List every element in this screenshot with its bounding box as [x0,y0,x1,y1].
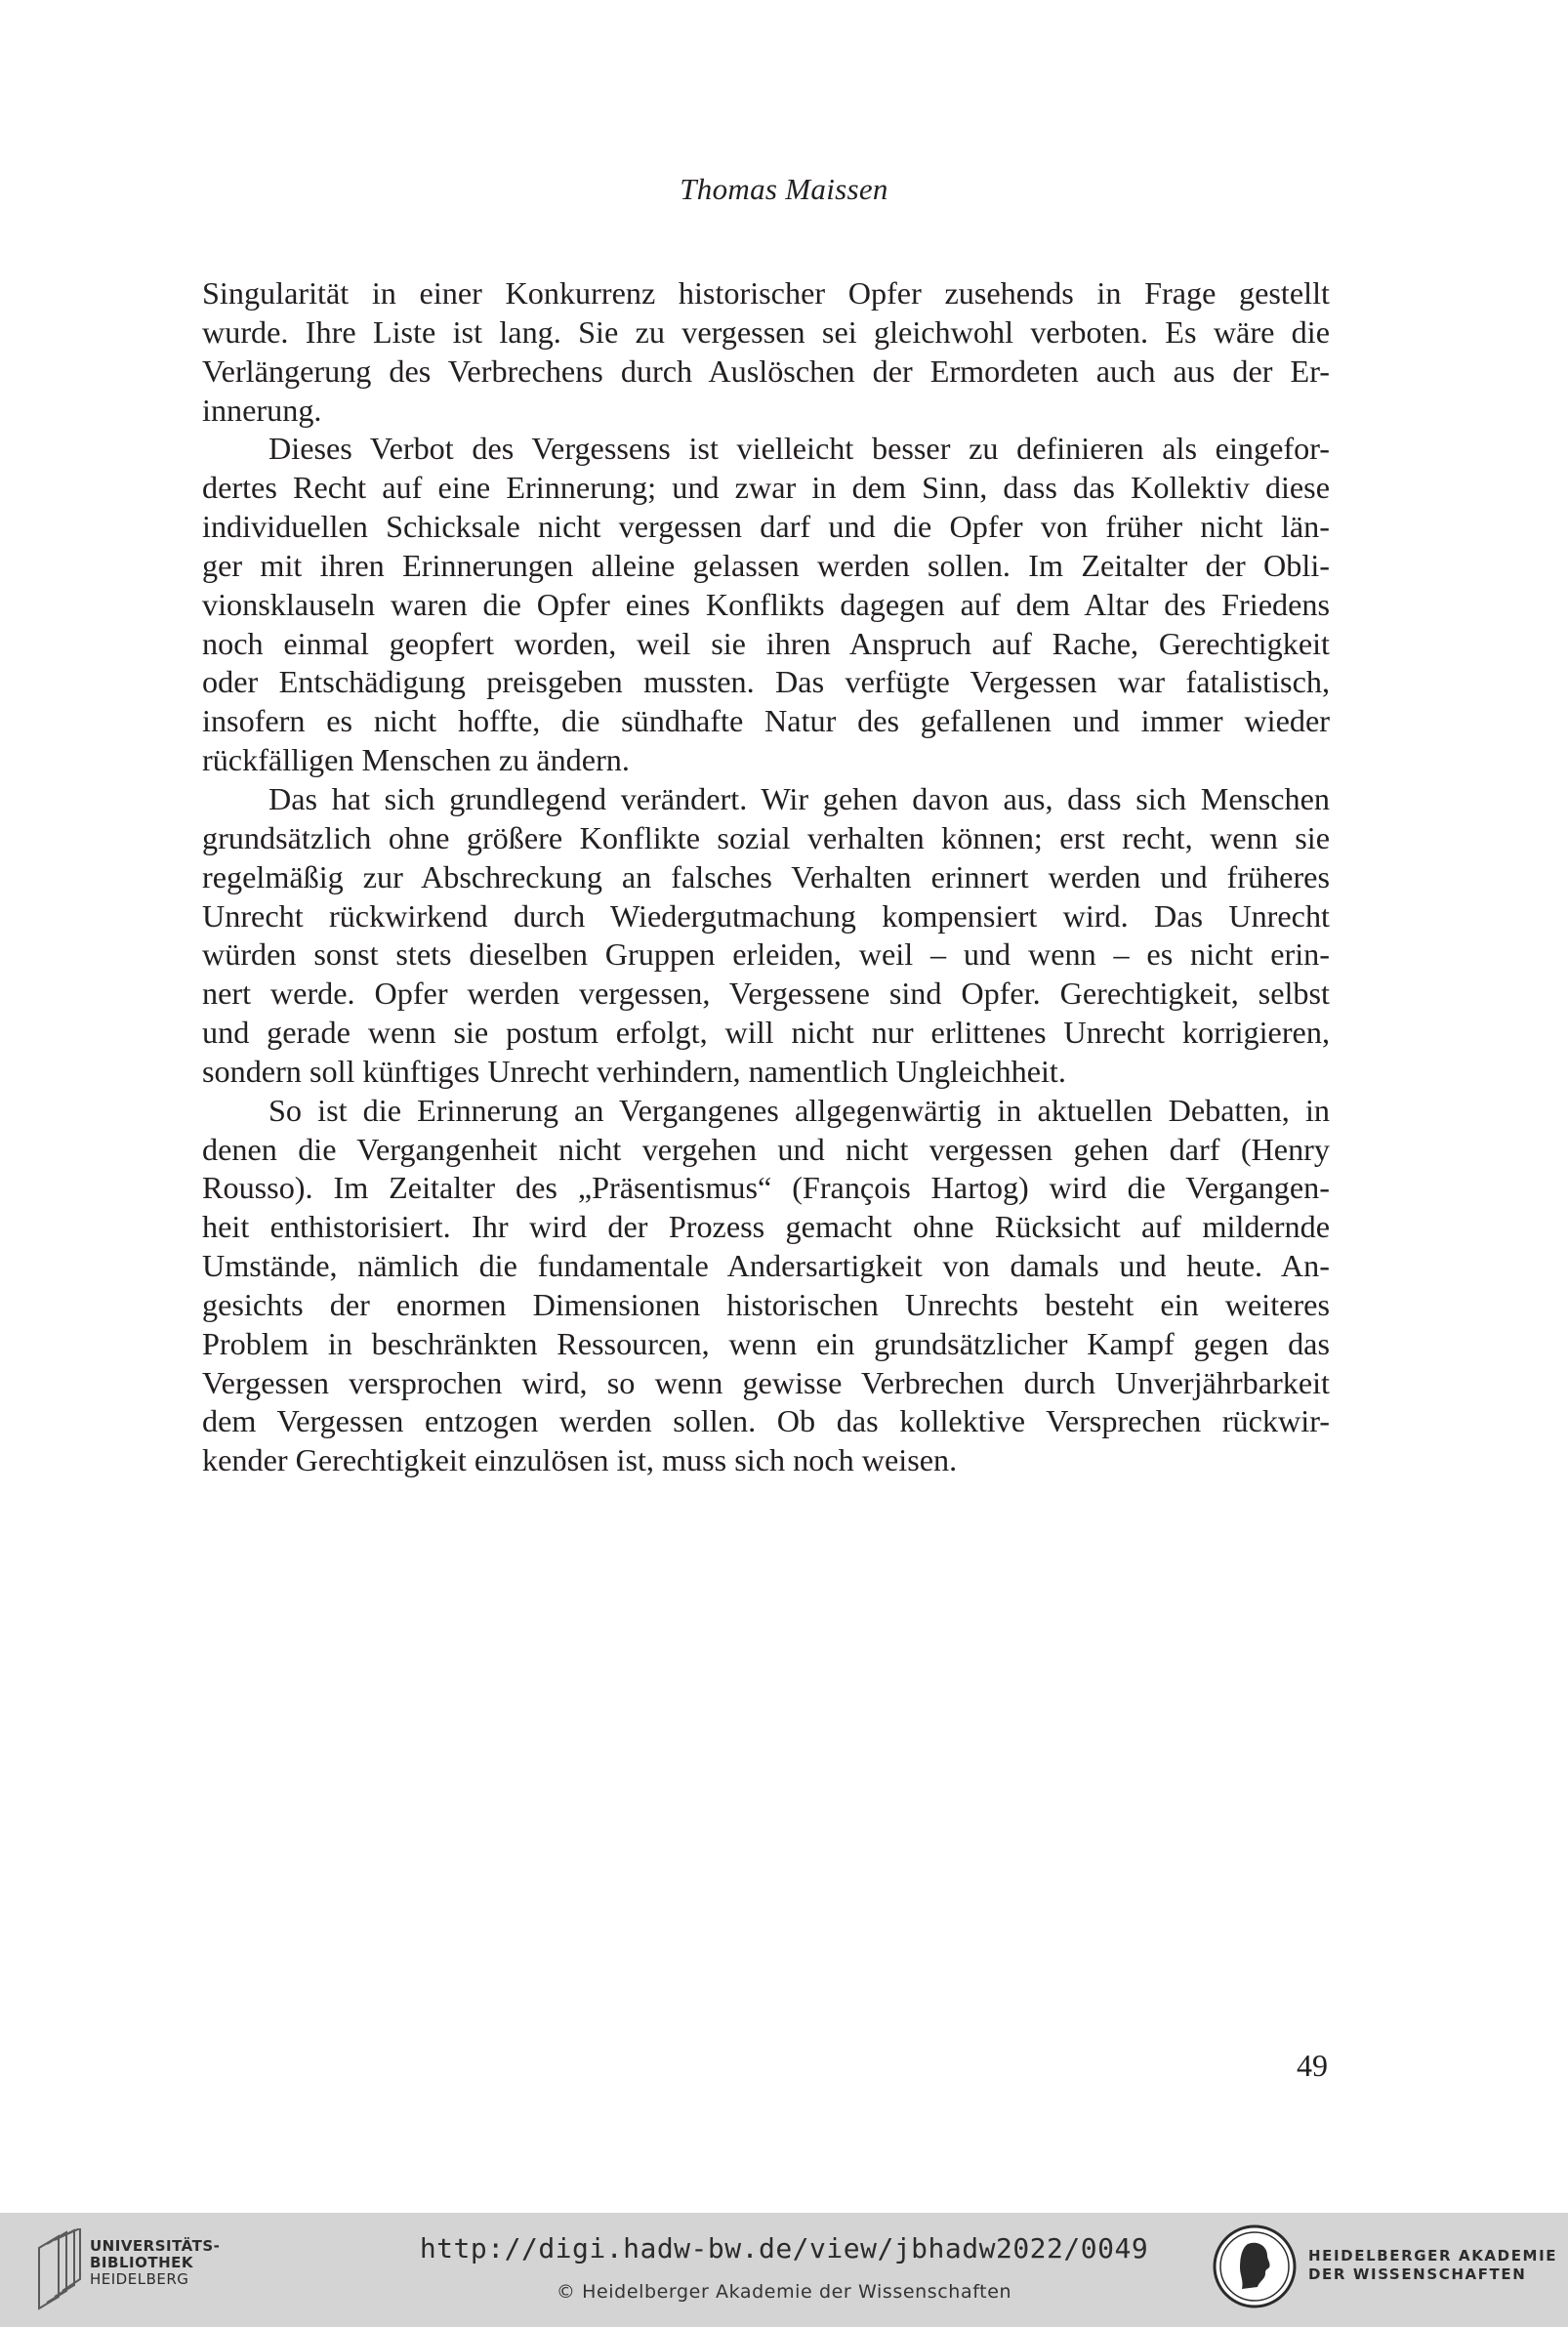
profile-seal-icon [1213,2224,1297,2308]
academy-name [1308,2247,1557,2284]
text-line: nert werde. Opfer werden vergessen, Vergessene sind Opfer. Gerechtigkeit, selbst [202,976,1330,1012]
text-line: gesichts der enormen Dimensionen historischen Unrechts besteht ein weiteres [202,1286,1330,1322]
text-line: grundsätzlich ohne größere Konflikte sozial verhalten können; erst recht, wenn sie [202,819,1330,855]
academy-name-line: HEIDELBERGER AKADEMIE [1308,2247,1558,2265]
text-line: Singularität in einer Konkurrenz historischer Opfer zusehends in Frage gestellt [202,275,1330,311]
text-line: vionsklauseln waren die Opfer eines Konflikts dagegen auf dem Altar des Friedens [202,586,1330,622]
academy-name-line: DER WISSENSCHAFTEN [1308,2265,1527,2283]
text-line: regelmäßig zur Abschreckung an falsches Verhalten erinnert werden und früheres [202,858,1330,894]
paragraph [202,430,1330,780]
text-line: würden sonst stets dieselben Gruppen erleiden, weil – und wenn – es nicht erin- [202,936,1330,973]
page-number: 49 [1297,2048,1328,2083]
text-line: Verlängerung des Verbrechens durch Auslöschen der Ermordeten auch aus der Er- [202,353,1330,389]
text-line: dertes Recht auf eine Erinnerung; und zwar in dem Sinn, dass das Kollektiv diese [202,470,1330,506]
text-line: insofern es nicht hoffte, die sündhafte Natur des gefallenen und immer wieder [202,703,1330,739]
text-line: Problem in beschränkten Ressourcen, wenn ein grundsätzlicher Kampf gegen das [202,1325,1330,1361]
text-line: kender Gerechtigkeit einzulösen ist, muss sich noch weisen. [202,1442,958,1478]
library-name-line: UNIVERSITÄTS- [90,2237,221,2255]
text-line: denen die Vergangenheit nicht vergehen und nicht vergessen gehen darf (Henry [202,1131,1330,1167]
text-line: und gerade wenn sie postum erfolgt, will nicht nur erlittenes Unrecht korrigieren, [202,1015,1330,1051]
text-line: oder Entschädigung preisgeben mussten. Das verfügte Vergessen war fatalistisch, [202,664,1330,700]
paragraph [202,1092,1330,1480]
body-text [202,274,1330,1480]
text-line: individuellen Schicksale nicht vergessen darf und die Opfer von früher nicht län- [202,509,1330,545]
text-line: Rousso). Im Zeitalter des „Präsentismus“ (François Hartog) wird die Vergangen- [202,1170,1330,1206]
text-line: rückfälligen Menschen zu ändern. [202,742,630,778]
text-line: Dieses Verbot des Vergessens ist vielleicht besser zu definieren als eingefor- [268,431,1330,467]
text-line: noch einmal geopfert worden, weil sie ihren Anspruch auf Rache, Gerechtigkeit [202,625,1330,661]
library-name-line: HEIDELBERG [90,2270,189,2288]
text-line: ger mit ihren Erinnerungen alleine gelassen werden sollen. Im Zeitalter der Obli- [202,547,1330,583]
text-line: So ist die Erinnerung an Vergangenes allgegenwärtig in aktuellen Debatten, in [268,1092,1330,1128]
footer-bar [0,2213,1568,2327]
text-line: wurde. Ihre Liste ist lang. Sie zu vergessen sei gleichwohl verboten. Es wäre die [202,313,1330,350]
text-line: Das hat sich grundlegend verändert. Wir gehen davon aus, dass sich Menschen [268,780,1330,816]
text-line: Umstände, nämlich die fundamentale Andersartigkeit von damals und heute. An- [202,1248,1330,1284]
text-line: Vergessen versprochen wird, so wenn gewisse Verbrechen durch Unverjährbarkeit [202,1364,1330,1400]
library-name-line: BIBLIOTHEK [90,2254,193,2271]
text-line: Unrecht rückwirkend durch Wiedergutmachung kompensiert wird. Das Unrecht [202,897,1330,934]
copyright-notice: © Heidelberger Akademie der Wissenschaften [556,2281,1012,2303]
page-url-link[interactable]: http://digi.hadw-bw.de/view/jbhadw2022/0049 [419,2232,1149,2265]
text-line: innerung. [202,392,322,428]
text-line: sondern soll künftiges Unrecht verhindern, namentlich Ungleichheit. [202,1053,1066,1089]
running-head: Thomas Maissen [680,172,888,206]
text-line: heit enthistorisiert. Ihr wird der Prozess gemacht ohne Rücksicht auf mildernde [202,1209,1330,1245]
text-line: dem Vergessen entzogen werden sollen. Ob das kollektive Versprechen rückwir- [202,1403,1330,1439]
paragraph [202,780,1330,1092]
paragraph [202,274,1330,430]
